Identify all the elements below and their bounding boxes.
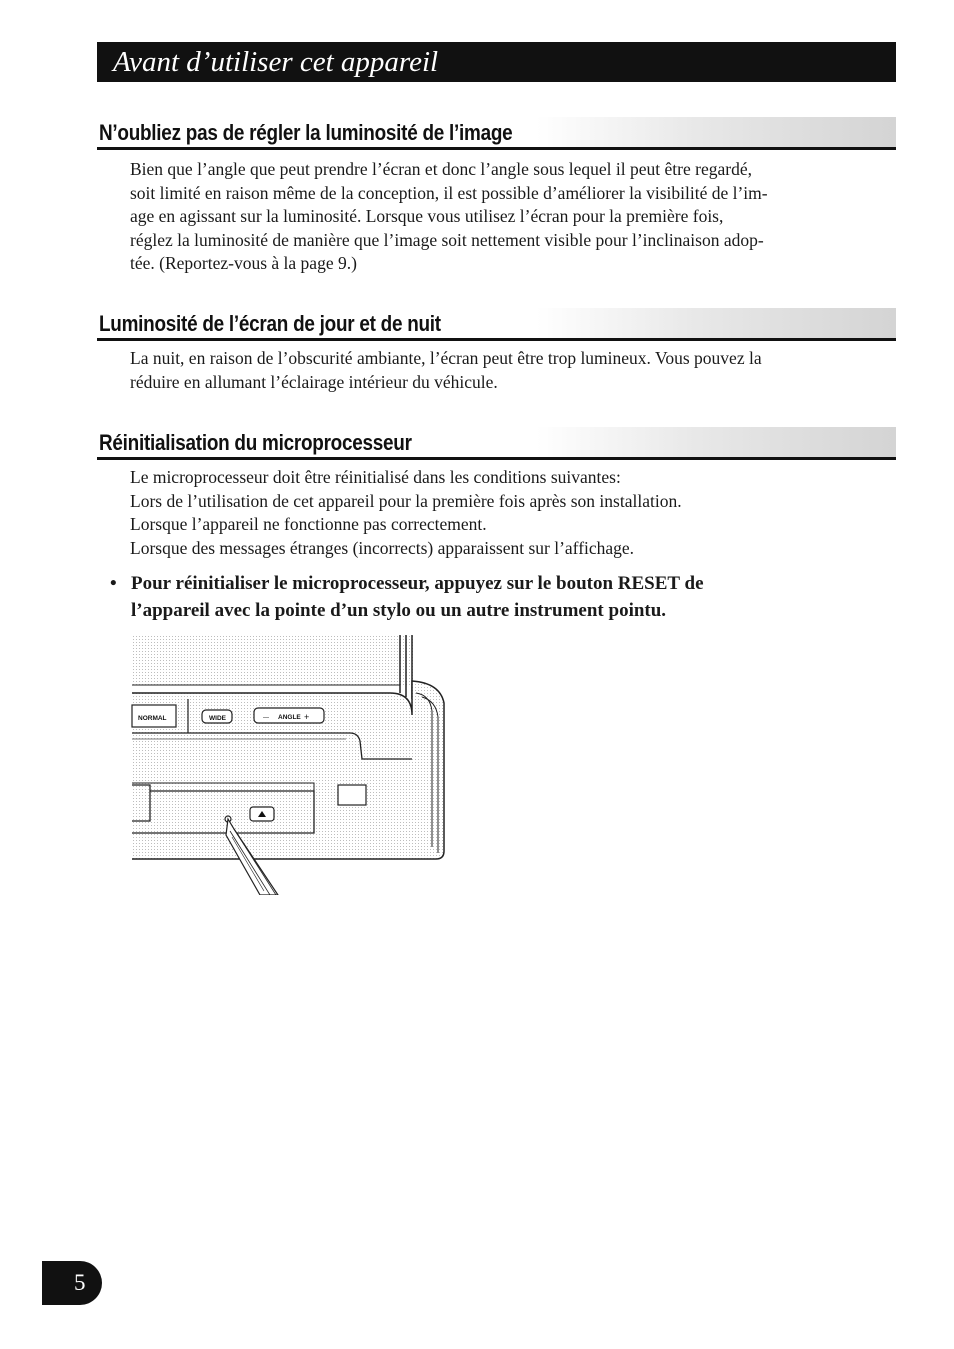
paragraph-line: Lorsque des messages étranges (incorrects) apparaissent sur l’affichage. [130, 537, 635, 558]
section-paragraph-microprocessor-reset [130, 466, 870, 560]
paragraph-line: réglez la luminosité de manière que l’image soit nettement visible pour l’inclinaison adop- [130, 229, 764, 250]
paragraph-line: Lorsque l’appareil ne fonctionne pas correctement. [130, 514, 487, 534]
paragraph-line: réduire en allumant l’éclairage intérieur du véhicule. [130, 371, 498, 392]
angle-button-label: ANGLE [278, 714, 301, 721]
paragraph-line: soit limité en raison même de la conception, il est possible d’améliorer la visibilité de l’im- [130, 182, 768, 203]
instruction-line: l’appareil avec la pointe d’un stylo ou un autre instrument pointu. [131, 600, 667, 621]
paragraph-line: Bien que l’angle que peut prendre l’écran et donc l’angle sous lequel il peut être regardé, [130, 159, 752, 179]
reset-button-illustration [130, 633, 450, 895]
section-paragraph-brightness-adjust [130, 158, 870, 276]
normal-button-label: NORMAL [138, 715, 167, 722]
paragraph-line: La nuit, en raison de l’obscurité ambiante, l’écran peut être trop lumineux. Vous pouvez la [130, 348, 762, 368]
wide-button-label: WIDE [209, 715, 226, 722]
chapter-title: Avant d’utiliser cet appareil [113, 46, 439, 78]
section-heading-day-night [97, 308, 896, 341]
svg-text:—: — [263, 715, 269, 721]
section-heading-microprocessor-reset [97, 427, 896, 460]
paragraph-line: Le microprocesseur doit être réinitialisé dans les conditions suivantes: [130, 467, 621, 487]
svg-text:+: + [304, 712, 310, 722]
instruction-line: Pour réinitialiser le microprocesseur, appuyez sur le bouton RESET de [131, 573, 704, 594]
chapter-banner [97, 42, 896, 82]
bullet-icon: • [110, 573, 117, 594]
section-heading-text: Réinitialisation du microprocesseur [99, 430, 412, 455]
screen-panel [132, 635, 414, 685]
unit-drawing [130, 633, 450, 895]
paragraph-line: Lors de l’utilisation de cet appareil pour la première fois après son installation. [130, 490, 682, 511]
paragraph-line: tée. (Reportez-vous à la page 9.) [130, 253, 357, 273]
section-heading-text: Luminosité de l’écran de jour et de nuit [99, 311, 441, 336]
section-heading-brightness-adjust [97, 117, 896, 150]
page-number-tab [42, 1261, 102, 1305]
page-number: 5 [74, 1270, 86, 1295]
paragraph-line: age en agissant sur la luminosité. Lorsque vous utilisez l’écran pour la première fois, [130, 206, 724, 226]
section-paragraph-day-night [130, 347, 870, 394]
section-heading-text: N’oubliez pas de régler la luminosité de l’image [99, 120, 513, 145]
reset-instruction-text [131, 570, 704, 624]
